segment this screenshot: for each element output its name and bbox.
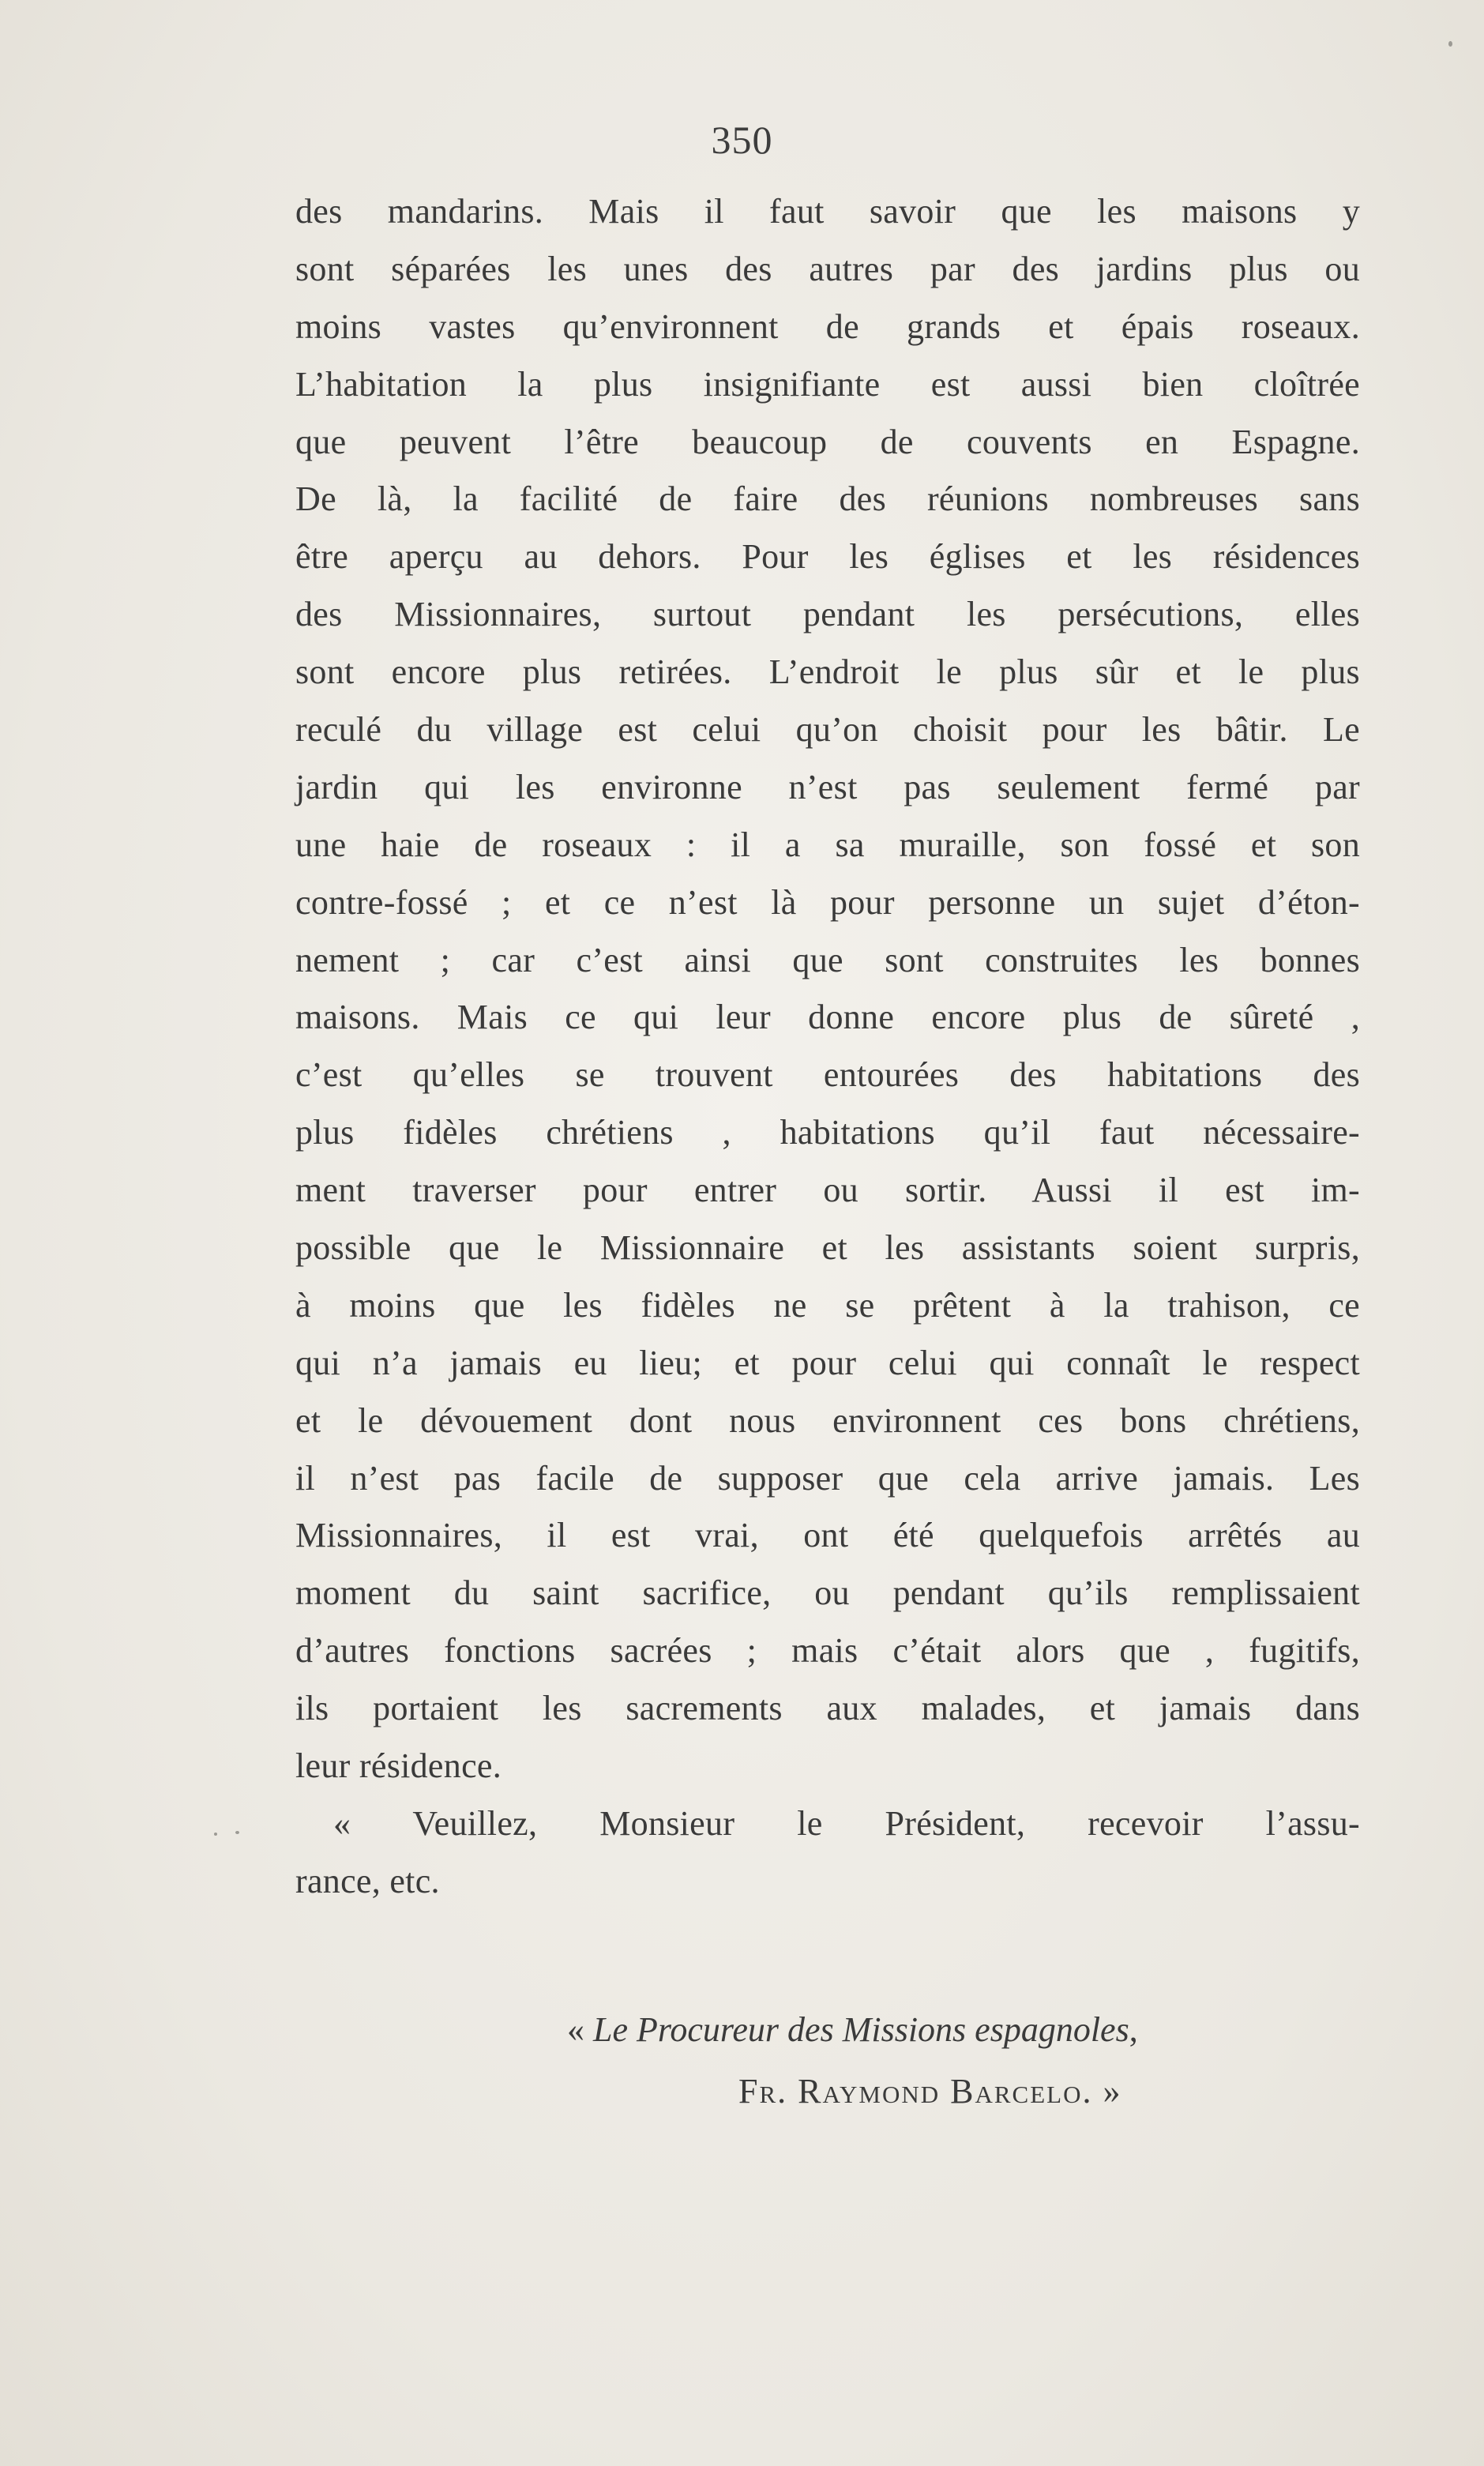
text-line: ment traverser pour entrer ou sortir. Aussi il est im- [295,1171,1360,1210]
signature-comma: , [1129,2010,1138,2049]
text-line: des mandarins. Mais il faut savoir que les maisons y [295,192,1360,231]
text-line: De là, la facilité de faire des réunions nombreuses sans [295,479,1360,519]
signature-title [0,2009,1484,2050]
text-line: L’habitation la plus insignifiante est aussi bien cloîtrée [295,364,1360,404]
text-line: possible que le Missionnaire et les assistants soient surpris, [295,1228,1360,1268]
text-line: nement ; car c’est ainsi que sont construites les bonnes [295,940,1360,979]
text-line: des Missionnaires, surtout pendant les persécutions, elles [295,595,1360,634]
text-line: qui n’a jamais eu lieu; et pour celui qui connaît le respect [295,1343,1360,1382]
paper-speck [235,1831,239,1834]
paper-speck [1448,41,1452,47]
body-text [295,183,1360,1911]
signature-role: Le Procureur des Missions espagnoles [593,2010,1129,2049]
paper-speck [214,1833,217,1836]
paragraph-end-line: leur résidence. [295,1746,502,1786]
closing-line: « Veuillez, Monsieur le Président, recevoir l’assu- [333,1803,1360,1843]
text-line: maisons. Mais ce qui leur donne encore plus de sûreté , [295,998,1360,1037]
text-line: sont encore plus retirées. L’endroit le plus sûr et le plus [295,652,1360,692]
text-line: contre-fossé ; et ce n’est là pour personne un sujet d’éton- [295,882,1360,922]
text-line: il n’est pas facile de supposer que cela arrive jamais. Les [295,1458,1360,1498]
text-line: sont séparées les unes des autres par des jardins plus ou [295,249,1360,288]
text-line: moment du saint sacrifice, ou pendant qu’ils remplissaient [295,1573,1360,1613]
text-line: plus fidèles chrétiens , habitations qu’il faut nécessaire- [295,1113,1360,1152]
text-line: moins vastes qu’environnent de grands et épais roseaux. [295,306,1360,346]
text-line: c’est qu’elles se trouvent entourées des habitations des [295,1055,1360,1095]
text-line: Missionnaires, il est vrai, ont été quelquefois arrêtés au [295,1516,1360,1555]
text-line: être aperçu au dehors. Pour les églises et les résidences [295,537,1360,577]
text-line: reculé du village est celui qu’on choisit pour les bâtir. Le [295,710,1360,750]
text-line: et le dévouement dont nous environnent ces bons chrétiens, [295,1400,1360,1440]
signature-open-quote: « [567,2010,593,2049]
page-number: 350 [711,118,773,162]
signature-name: Fr. Raymond Barcelo. » [738,2072,1122,2111]
text-line: une haie de roseaux : il a sa muraille, son fossé et son [295,825,1360,864]
text-line: d’autres fonctions sacrées ; mais c’était alors que , fugitifs, [295,1631,1360,1671]
text-line: ils portaient les sacrements aux malades, et jamais dans [295,1689,1360,1728]
text-line: que peuvent l’être beaucoup de couvents en Espagne. [295,422,1360,461]
closing-end-line: rance, etc. [295,1861,440,1900]
text-line: jardin qui les environne n’est pas seulement fermé par [295,767,1360,806]
text-line: à moins que les fidèles ne se prêtent à la trahison, ce [295,1285,1360,1325]
